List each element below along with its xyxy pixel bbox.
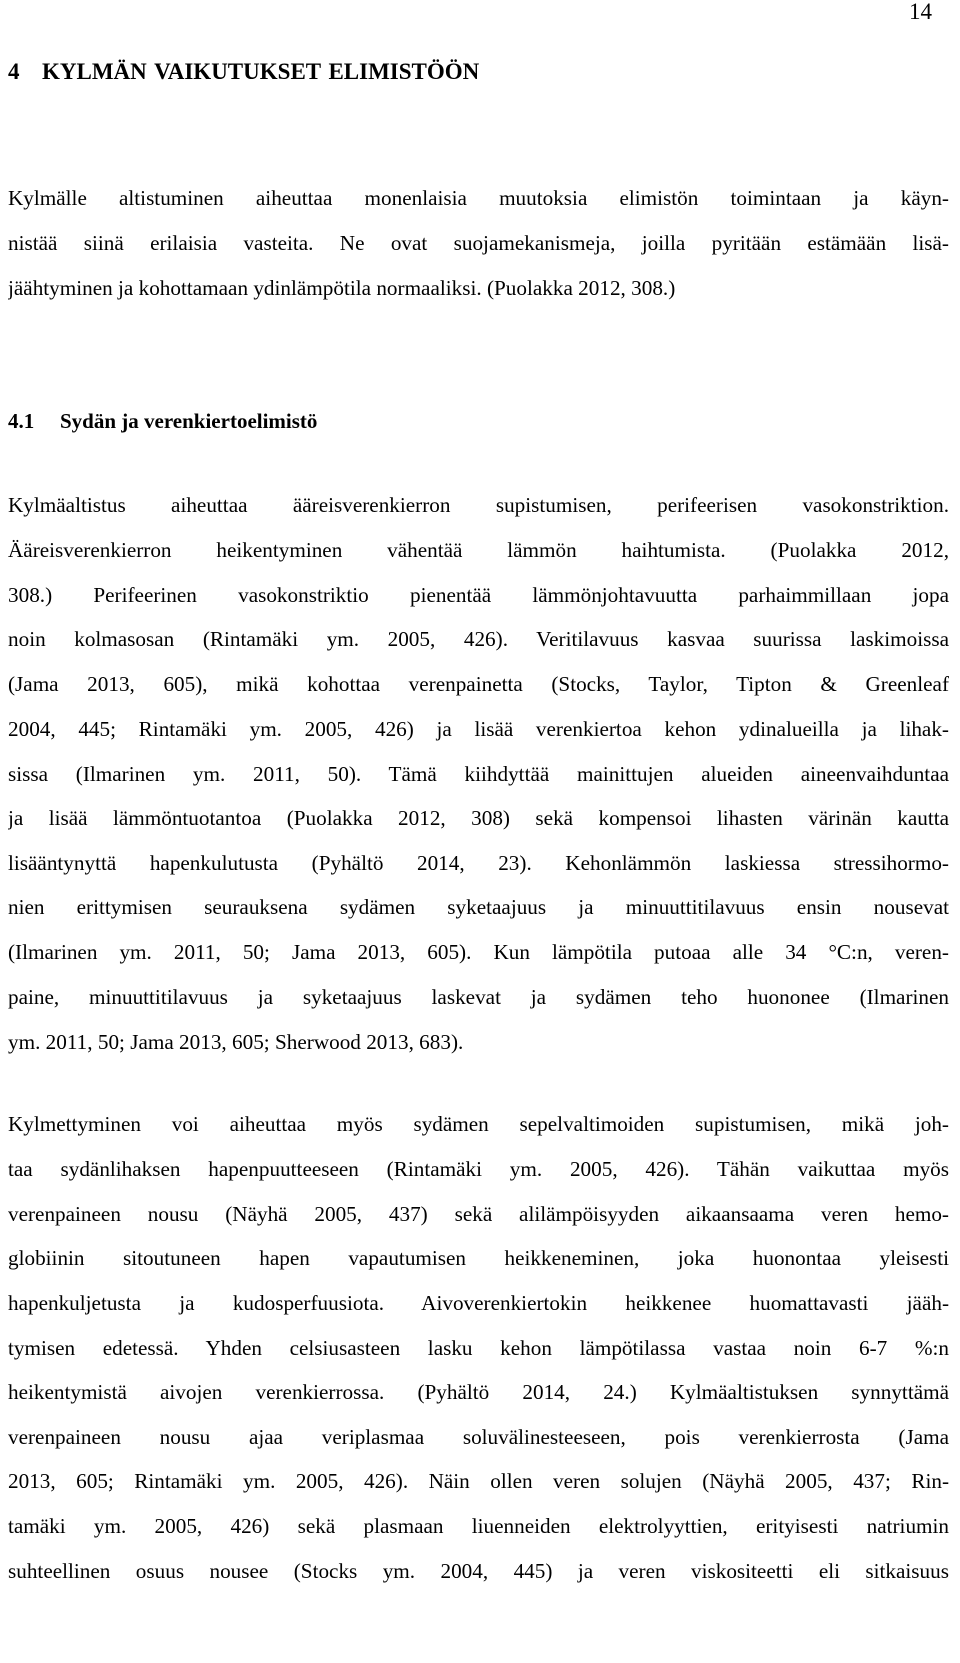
section-heading — [8, 408, 317, 434]
text-line: ym. 2011, 50; Jama 2013, 605; Sherwood 2013, 683). — [8, 1030, 464, 1054]
chapter-heading — [8, 58, 479, 86]
text-line: Kylmälle altistuminen aiheuttaa monenlaisia muutoksia elimistön toimintaan ja käyn- — [8, 186, 949, 210]
text-line: (Jama 2013, 605), mikä kohottaa verenpainetta (Stocks, Taylor, Tipton & Greenleaf — [8, 672, 949, 696]
chapter-number: 4 — [8, 59, 20, 84]
text-line: verenpaineen nousu ajaa veriplasmaa soluvälinesteeseen, pois verenkierrosta (Jama — [8, 1425, 949, 1449]
text-line: hapenkuljetusta ja kudosperfuusiota. Aivoverenkiertokin heikkenee huomattavasti jääh- — [8, 1291, 949, 1315]
text-line: taa sydänlihaksen hapenpuutteeseen (Rintamäki ym. 2005, 426). Tähän vaikuttaa myös — [8, 1157, 949, 1181]
text-line: paine, minuuttitilavuus ja syketaajuus laskevat ja sydämen teho huononee (Ilmarinen — [8, 985, 949, 1009]
text-line: lisääntynyttä hapenkulutusta (Pyhältö 2014, 23). Kehonlämmön laskiessa stressihormo- — [8, 851, 949, 875]
text-line: Kylmäaltistus aiheuttaa ääreisverenkierron supistumisen, perifeerisen vasokonstriktion. — [8, 493, 949, 517]
text-line: heikentymistä aivojen verenkierrossa. (Pyhältö 2014, 24.) Kylmäaltistuksen synnyttämä — [8, 1380, 949, 1404]
text-line: noin kolmasosan (Rintamäki ym. 2005, 426). Veritilavuus kasvaa suurissa laskimoissa — [8, 627, 949, 651]
section-number: 4.1 — [8, 409, 35, 433]
text-line: 2004, 445; Rintamäki ym. 2005, 426) ja lisää verenkiertoa kehon ydinalueilla ja lihak- — [8, 717, 949, 741]
text-line: verenpaineen nousu (Näyhä 2005, 437) sekä alilämpöisyyden aikaansaama veren hemo- — [8, 1202, 949, 1226]
text-line: sissa (Ilmarinen ym. 2011, 50). Tämä kiihdyttää mainittujen alueiden aineenvaihduntaa — [8, 762, 949, 786]
text-line: Kylmettyminen voi aiheuttaa myös sydämen sepelvaltimoiden supistumisen, mikä joh- — [8, 1112, 949, 1136]
text-line: nistää siinä erilaisia vasteita. Ne ovat suojamekanismeja, joilla pyritään estämään lisä- — [8, 231, 949, 255]
text-line: tamäki ym. 2005, 426) sekä plasmaan liuenneiden elektrolyyttien, erityisesti natriumin — [8, 1514, 949, 1538]
text-line: suhteellinen osuus nousee (Stocks ym. 2004, 445) ja veren viskositeetti eli sitkaisuus — [8, 1559, 949, 1583]
text-line: jäähtyminen ja kohottamaan ydinlämpötila normaaliksi. (Puolakka 2012, 308.) — [8, 276, 676, 300]
text-line: globiinin sitoutuneen hapen vapautumisen heikkeneminen, joka huonontaa yleisesti — [8, 1246, 949, 1270]
text-line: ja lisää lämmöntuotantoa (Puolakka 2012, 308) sekä kompensoi lihasten värinän kautta — [8, 806, 949, 830]
text-line: tymisen edetessä. Yhden celsiusasteen lasku kehon lämpötilassa vastaa noin 6-7 %:n — [8, 1336, 949, 1360]
chapter-title: KYLMÄN VAIKUTUKSET ELIMISTÖÖN — [42, 59, 480, 84]
text-line: Ääreisverenkierron heikentyminen vähentää lämmön haihtumista. (Puolakka 2012, — [8, 538, 949, 562]
text-line: (Ilmarinen ym. 2011, 50; Jama 2013, 605). Kun lämpötila putoaa alle 34 °C:n, veren- — [8, 940, 949, 964]
text-line: nien erittymisen seurauksena sydämen syketaajuus ja minuuttitilavuus ensin nousevat — [8, 895, 949, 919]
text-line: 308.) Perifeerinen vasokonstriktio pienentää lämmönjohtavuutta parhaimmillaan jopa — [8, 583, 949, 607]
page-number: 14 — [909, 0, 932, 24]
section-title: Sydän ja verenkiertoelimistö — [60, 409, 318, 433]
text-line: 2013, 605; Rintamäki ym. 2005, 426). Näin ollen veren solujen (Näyhä 2005, 437; Rin- — [8, 1469, 949, 1493]
